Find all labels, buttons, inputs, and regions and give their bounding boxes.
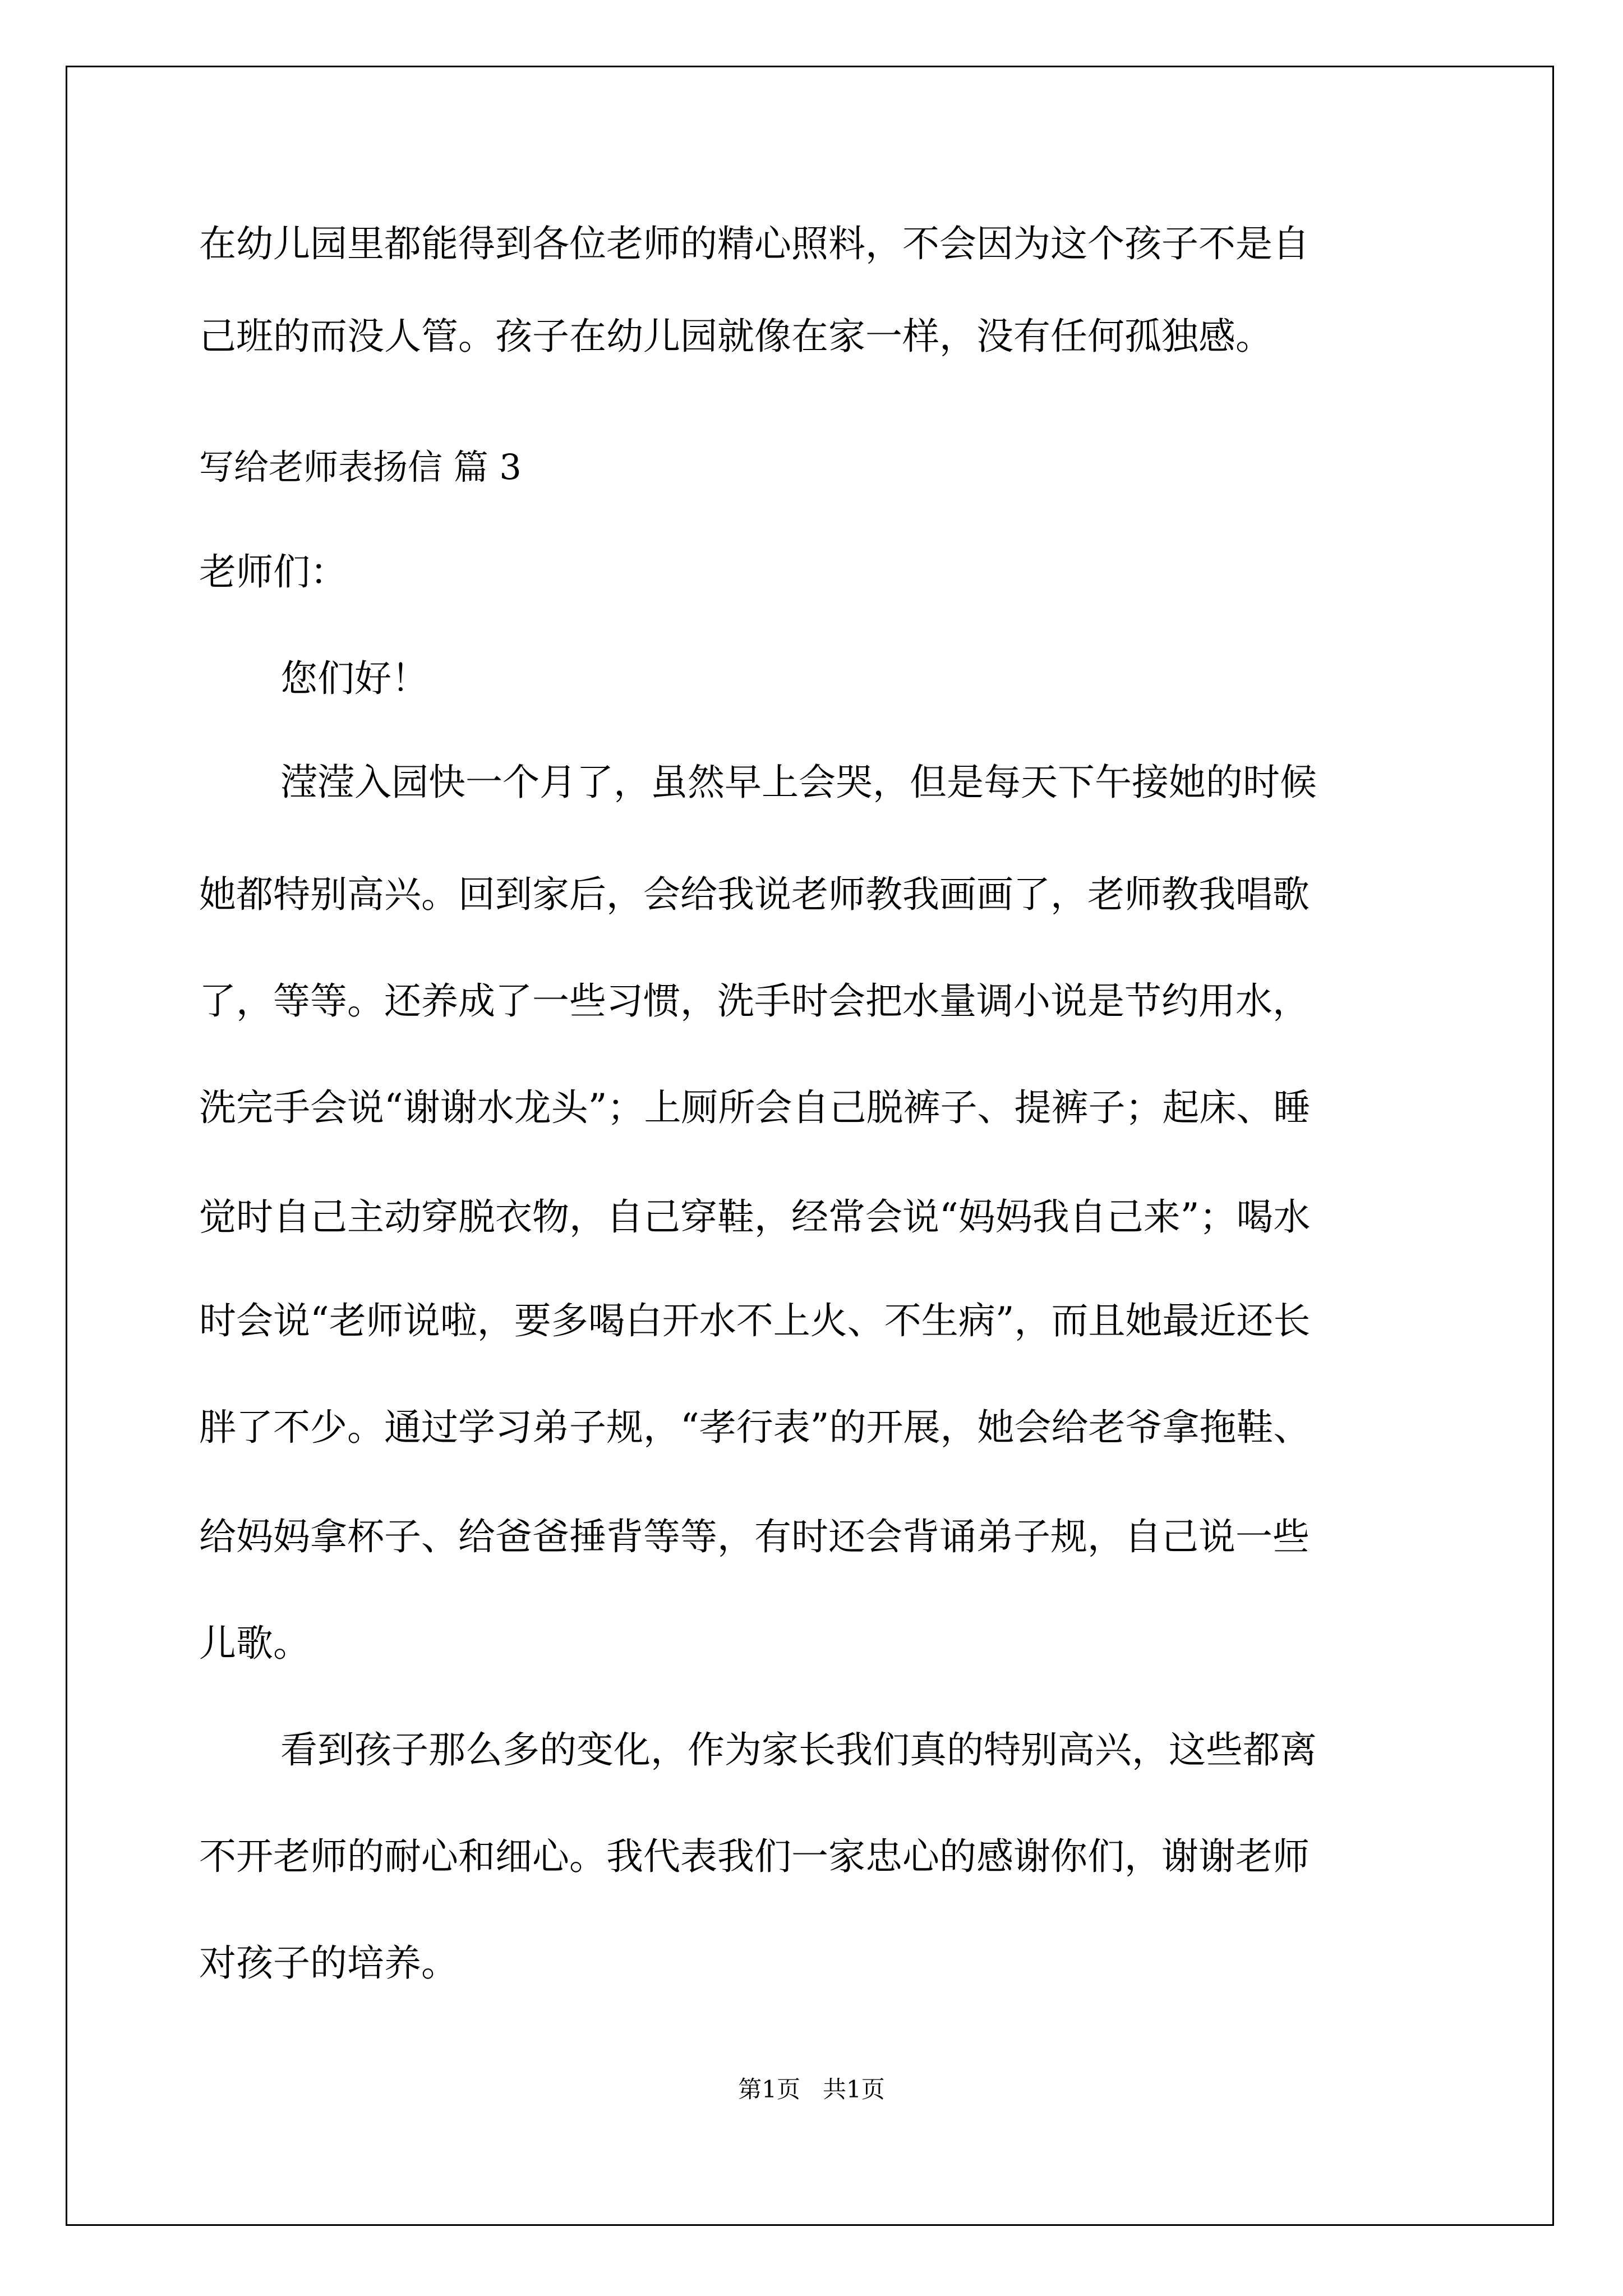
body-line: 己班的而没人管。孩子在幼儿园就像在家一样，没有任何孤独感。	[199, 315, 1272, 358]
page-footer: 第1页 共1页	[738, 2076, 885, 2103]
body-line: 看到孩子那么多的变化，作为家长我们真的特别高兴，这些都离	[280, 1728, 1317, 1772]
greeting: 您们好！	[280, 657, 428, 700]
body-line: 不开老师的耐心和细心。我代表我们一家忠心的感谢你们，谢谢老师	[199, 1835, 1310, 1878]
body-line: 对孩子的培养。	[199, 1941, 458, 1985]
body-line: 洗完手会说“谢谢水龙头”；上厕所会自己脱裤子、提裤子；起床、睡	[199, 1086, 1311, 1129]
section-title: 写给老师表扬信 篇 3	[199, 447, 522, 487]
page-border	[66, 66, 1554, 2226]
body-line: 在幼儿园里都能得到各位老师的精心照料，不会因为这个孩子不是自	[199, 222, 1310, 265]
body-line: 觉时自己主动穿脱衣物，自己穿鞋，经常会说“妈妈我自己来”；喝水	[199, 1195, 1311, 1239]
body-line: 胖了不少。通过学习弟子规，“孝行表”的开展，她会给老爷拿拖鞋、	[199, 1406, 1311, 1449]
body-line: 儿歌。	[199, 1622, 310, 1665]
body-line: 她都特别高兴。回到家后，会给我说老师教我画画了，老师教我唱歌	[199, 873, 1310, 916]
body-line: 时会说“老师说啦，要多喝白开水不上火、不生病”，而且她最近还长	[199, 1299, 1311, 1342]
body-line: 给妈妈拿杯子、给爸爸捶背等等，有时还会背诵弟子规，自己说一些	[199, 1515, 1310, 1558]
body-line: 了，等等。还养成了一些习惯，洗手时会把水量调小说是节约用水，	[199, 979, 1310, 1023]
body-line: 滢滢入园快一个月了，虽然早上会哭，但是每天下午接她的时候	[280, 761, 1317, 804]
salutation: 老师们：	[199, 550, 347, 593]
